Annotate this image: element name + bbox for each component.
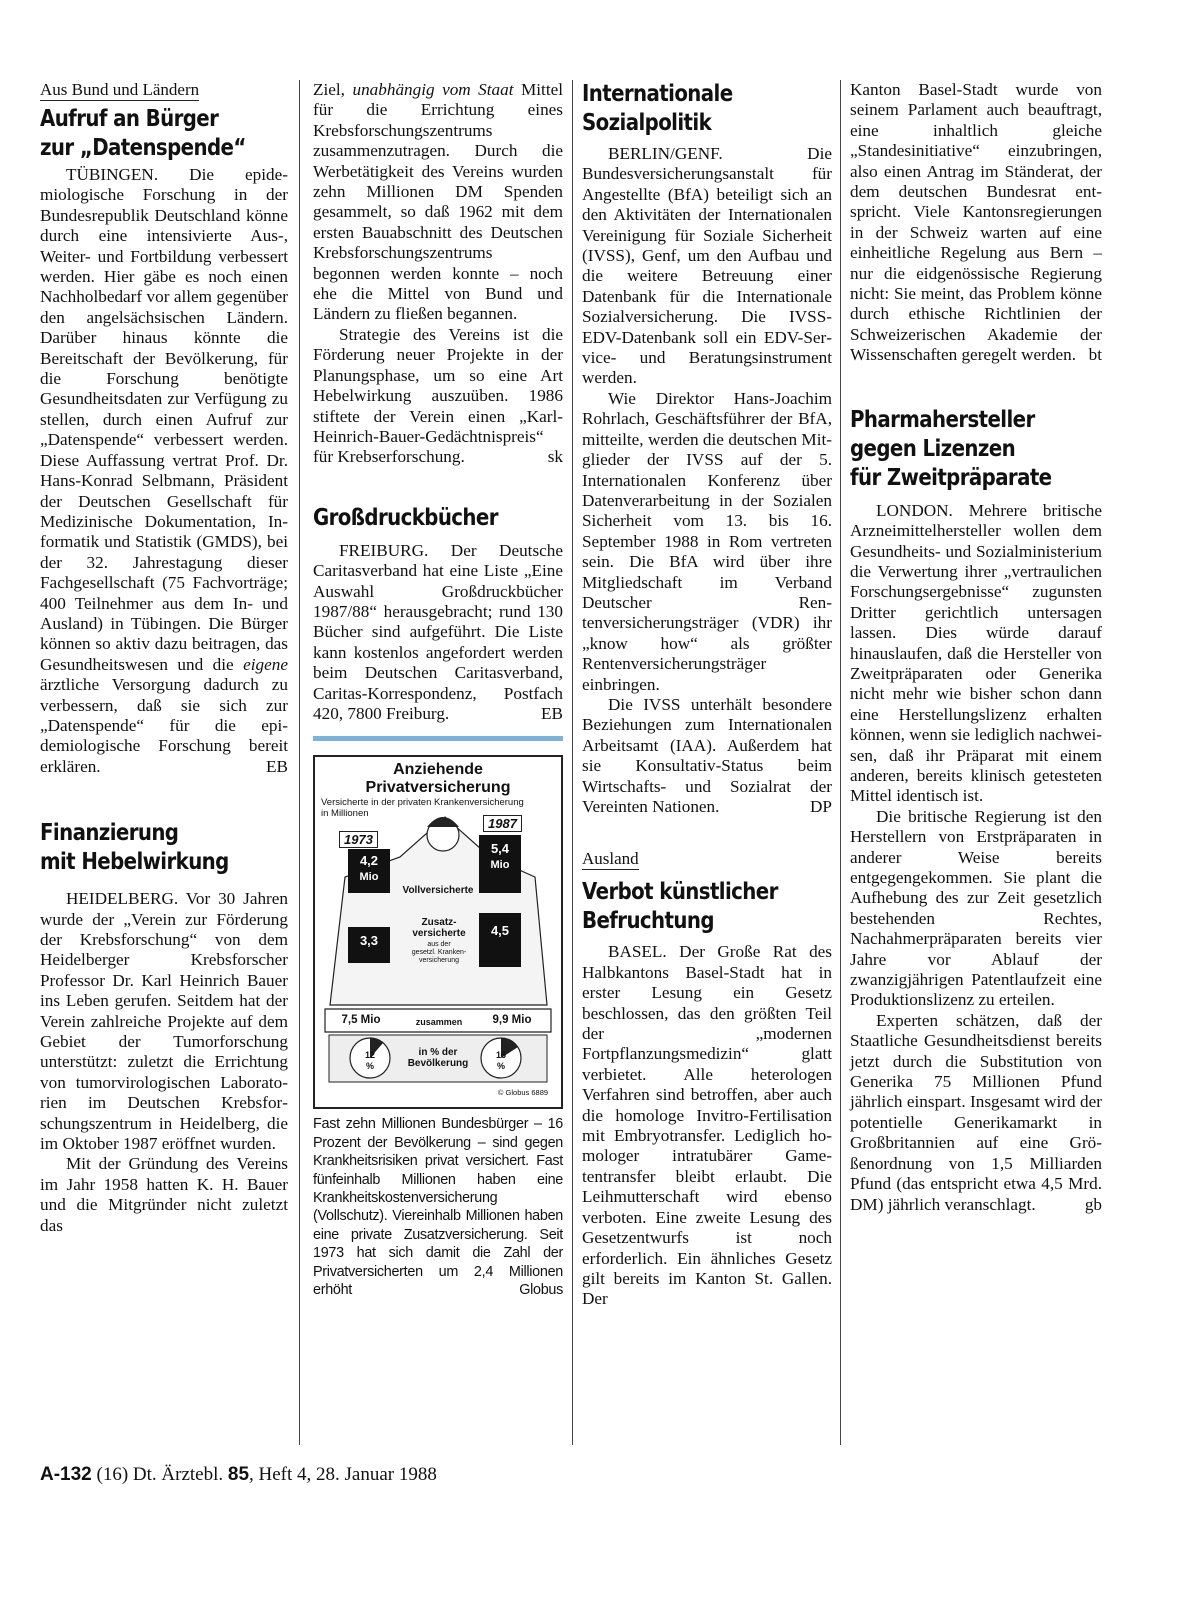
page-number: A-132 (40, 1464, 92, 1485)
headline: Verbot künstlicher Befruchtung (582, 879, 778, 935)
article-body: LONDON. Mehrere britische Arzneimittelhersteller wollen dem Gesundheits- und Sozialministerium die Verwertung ihrer „vertraulichen Forschungsergebnisse“ zugunsten Dritter gerichtlich untersagen lassen. Dies würde darauf hinauslaufen, daß die Hersteller von Zweitpräparaten oder Generika nicht mehr wie bisher schon dann eine Herstellungslizenz erhalten können, wenn sie lediglich nachweisen, daß ihr Präparat mit einem anderen, bereits klinisch getesteten Mittel identisch ist. (850, 500, 1102, 806)
article-body: Die britische Regierung ist den Herstellern von Erstpräparaten in anderer Weise bereits entgegengekommen. Sie plant die Aufhebung des zur Zeit gesetzlich bestehenden Rechtes, Nachahmerpräparaten bereits vier Jahre vor Ablauf der zwanzigjährigen Patentlaufzeit eine Produktionslizenz zu erteilen. (850, 806, 1102, 1010)
section-rubric: Ausland (582, 849, 639, 869)
volume-number: 85 (227, 1464, 250, 1485)
graphic-credit: © Globus 6889 (497, 1088, 549, 1098)
total-value: 7,5 Mio (341, 1014, 381, 1027)
category-label: Vollversicherte (402, 885, 474, 897)
graphic-caption: Fast zehn Millionen Bundesbürger – 16 Prozent der Bevölkerung – sind gegen Krankheitsrisiken privat versichert. Fast fünfeinhalb Millionen haben eine Krankheitskostenversicherung (Vollschutz). Viereinhalb Millionen haben eine private Zusatzversicherung. Seit 1973 hat sich damit die Zahl der Privatversicherten um 2,4 Millionen erhöht Globus (313, 1116, 563, 1299)
column-rule (299, 80, 300, 1445)
value-box: 4,2 Mio (348, 849, 390, 893)
article-body: BERLIN/GENF. Die Bundesversicherungsanstalt für Angestellte (BfA) beteiligt sich an den Aktivitäten der Internationalen Vereinigung für Soziale Sicherheit (IVSS), Genf, um den Aufbau und die weitere Betreuung einer Datenbank für die Internationale Sozialversicherung. Die IVSS-EDV-Datenbank soll ein EDV-Service- und Beratungsinstrument werden. (582, 144, 832, 388)
column-rule (840, 80, 841, 1445)
column-4 (850, 80, 1102, 1215)
author-initials: DP (810, 797, 832, 816)
value-box: 4,5 (479, 913, 521, 967)
category-label: Zusatz- versicherte (412, 917, 466, 940)
separator-bar (313, 736, 563, 741)
column-3 (582, 80, 832, 1310)
infographic (313, 755, 563, 1109)
article-body: TÜBINGEN. Die epidemiologische Forschung in der Bundesrepublik Deutschland könne durch eine intensivierte Aus-, Weiter- und Fortbildung verbessert werden. Hier gäbe es noch einen Nachholbedarf vor allem gegenüber den angelsächsischen Ländern. Darüber hinaus könnte die Bereitschaft der Bevölkerung, für die Forschung benötigte Gesundheitsdaten zur Verfügung zu stellen, durch einen Aufruf zur „Datenspende“ verbessert werden. Diese Auffassung vertrat Prof. Dr. Hans-Konrad Selbmann, Präsident der Deutschen Gesellschaft für Medizinische Dokumentation, Informatik und Statistik (GMDS), bei der 32. Jahrestagung dieser Fachgesellschaft (75 Fachvorträge; 400 Teilnehmer aus dem In- und Ausland) in Tübingen. Die Bürger können so aktiv dazu beitragen, das Gesundheitswesen und die eigene ärztliche Versorgung dadurch zu verbessern, daß sie sich zur „Datenspende“ für die epidemiologische Forschung bereit erklären. EB (40, 165, 288, 776)
article-body: Ziel, unabhängig vom Staat Mittel für die Errichtung eines Krebsforschungszentrums zusammenzutragen. Durch die Werbetätigkeit des Vereins wurden zehn Millionen DM Spenden gesammelt, so daß 1962 mit dem ersten Bauabschnitt des Deutschen Krebsforschungszentrums begonnen werden konnte – noch ehe die Mittel von Bund und Ländern zu fließen begannen. (313, 80, 564, 324)
article-body: Mit der Gründung des Vereins im Jahr 1958 hatten K. H. Bauer und die Mitgründer nicht zuletzt das (40, 1154, 288, 1235)
author-initials: sk (547, 447, 563, 467)
headline: Finanzierung mit Hebelwirkung (40, 820, 229, 876)
author-initials: gb (1084, 1194, 1102, 1214)
headline: Pharmahersteller gegen Lizenzen für Zweitpräparate (850, 406, 1052, 491)
journal-reference: (16) Dt. Ärztebl. (96, 1464, 224, 1485)
article-body: Kanton Basel-Stadt wurde von seinem Parlament auch beauftragt, eine inhaltlich gleiche „Standesinitiative“ einzubringen, also einen Antrag im Ständerat, der dem deutschen Bundesrat entspricht. Viele Kantonsregierungen in der Schweiz warten auf eine einheitliche Regelung aus Bern – nur die eidgenössische Regierung nicht: Sie meint, das Problem könne durch ethische Richtlinien der Schweizerischen Akademie der Wissenschaften geregelt werden. bt (850, 80, 1102, 365)
author-initials: EB (266, 756, 288, 776)
article-body: Strategie des Vereins ist die Förderung neuer Projekte in der Planungsphase, um so eine Art Hebelwirkung auszuüben. 1986 stiftete der Verein einen „Karl-Heinrich-Bauer-Gedächtnispreis“ für Krebserforschung. sk (313, 324, 563, 467)
total-label: zusammen (415, 1017, 463, 1028)
author-initials: EB (541, 703, 563, 723)
column-1 (40, 80, 288, 1236)
category-note: aus der gesetzl. Kranken- versicherung (411, 941, 467, 965)
article-body: HEIDELBERG. Vor 30 Jahren wurde der „Verein zur Förderung der Krebsforschung“ von dem Heidelberger Krebsforscher Professor Dr. Karl Heinrich Bauer ins Leben gerufen. Seitdem hat der Verein zahlreiche Projekte auf dem Gebiet der Tumorforschung unterstützt: zuletzt die Errichtung von tumorvirologischen Laboratorien im Deutschen Krebsforschungszentrum in Heidelberg, die im Oktober 1987 eröffnet wurden. (40, 889, 288, 1154)
percent-value: 12 % (364, 1050, 375, 1072)
graphic-subtitle: Versicherte in der privaten Krankenversicherung in Millionen (321, 797, 524, 820)
year-label: 1973 (339, 831, 378, 848)
value-box: 5,4 Mio (479, 835, 521, 893)
article-body: Experten schätzen, daß der Staatliche Gesundheitsdienst bereits jetzt durch die Substitution von Generika 75 Millionen Pfund jährlich einspart. Insgesamt wird der potentielle Generikamarkt in Großbritannien auf eine Größenordnung von 1,5 Milliarden Pfund (das entspricht etwa 4,5 Mrd. DM) jährlich veranschlagt. gb (850, 1010, 1102, 1214)
percent-label: in % der Bevölkerung (407, 1047, 469, 1070)
percent-value: 16 % (495, 1050, 506, 1072)
author-initials: bt (1088, 345, 1102, 365)
section-rubric: Aus Bund und Ländern (40, 80, 200, 99)
column-rule (572, 80, 573, 1445)
headline: Großdruckbücher (313, 504, 498, 531)
article-body: FREIBURG. Der Deutsche Caritasverband hat eine Liste „Eine Auswahl Großdruckbücher 1987/88“ herausgebracht; rund 130 Bücher sind aufgeführt. Die Liste kann kostenlos angefordert werden beim Deutschen Caritasverband, Caritas-Korrespondenz, Postfach 420, 7800 Freiburg. EB (313, 540, 563, 723)
value-box: 3,3 (348, 927, 390, 963)
graphic-title: Anziehende Privatversicherung (365, 761, 511, 797)
article-body: Wie Direktor Hans-Joachim Rohrlach, Geschäftsführer der BfA, mitteilte, werden die deutschen Mitglieder der IVSS auf der 5. Internationalen Konferenz über Datenverarbeitung in der Sozialen Sicherheit vom 13. bis 16. September 1988 in Rom vertreten sein. Die BfA wird über ihre Mitgliedschaft im Verband Deutscher Rentenversicherungsträger (VDR) ihr „know how“ als größter Rentenversicherungsträger einbringen. (582, 388, 832, 694)
year-label: 1987 (483, 815, 522, 832)
headline: Aufruf an Bürger zur „Datenspende“ (40, 106, 246, 161)
headline: Internationale Sozialpolitik (582, 81, 733, 136)
total-value: 9,9 Mio (492, 1014, 532, 1027)
article-body: Die IVSS unterhält besondere Beziehungen zum Internationalen Arbeitsamt (IAA). Außerdem hat sie Konsultativ-Status beim Wirtschafts- und Sozialrat der Vereinten Nationen. DP (582, 694, 832, 816)
page-footer (40, 1464, 437, 1486)
article-body: BASEL. Der Große Rat des Halbkantons Basel-Stadt hat in erster Lesung ein Gesetz beschlossen, das den größten Teil der „modernen Fortpflanzungsmedizin“ glatt verbietet. Alle heterologen Verfahren sind betroffen, aber auch die homologe Invitro-Fertilisation mit Embryotransfer. Lediglich homologer intratubärer Gametentransfer bleibt erlaubt. Die Leihmutterschaft wird ebenso verboten. Eine zweite Lesung des Gesetzentwurfs ist noch erforderlich. Ein ähnliches Gesetz gilt bereits im Kanton St. Gallen. Der (582, 942, 832, 1309)
column-2 (313, 80, 563, 1299)
issue-date: , Heft 4, 28. Januar 1988 (249, 1464, 437, 1485)
